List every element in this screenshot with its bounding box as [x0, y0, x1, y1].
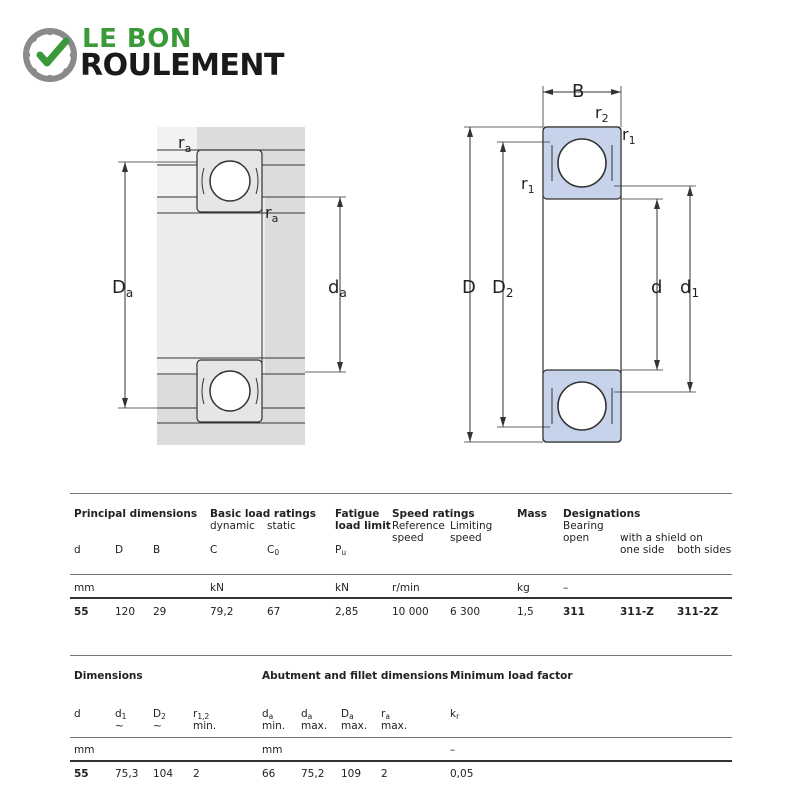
col-D2: $D_2$ — [153, 708, 166, 721]
subheader-one-side: one side — [620, 544, 665, 556]
label-B: B — [572, 81, 585, 102]
col-Da-max-qual: max. — [341, 720, 368, 732]
col-ra-max-qual: max. — [381, 720, 408, 732]
unit-dash: – — [450, 744, 456, 756]
cell-designation-one-side: 311-Z — [620, 606, 654, 618]
col-da-min-qual: min. — [262, 720, 286, 732]
cell-kr: 0,05 — [450, 768, 474, 780]
label-d: d — [651, 277, 663, 298]
col-kr: $k_r$ — [450, 708, 460, 721]
cell-Pu: 2,85 — [335, 606, 359, 618]
col-d: d — [74, 708, 81, 720]
label-r1-top: $r_1$ — [622, 125, 636, 147]
logo-text-line2: ROULEMENT — [80, 48, 284, 83]
unit-mm-abutment: mm — [262, 744, 283, 756]
cell-r12: 2 — [193, 768, 200, 780]
cell-D2: 104 — [153, 768, 174, 780]
label-D: D — [462, 277, 476, 298]
unit-dash: – — [563, 582, 569, 594]
mounting-cross-section — [118, 127, 346, 445]
col-Pu: $P_u$ — [335, 544, 347, 557]
cell-d: 55 — [74, 606, 89, 618]
unit-kg: kg — [517, 582, 530, 594]
cell-d: 55 — [74, 768, 89, 780]
col-B: B — [153, 544, 161, 556]
label-da: $d_a$ — [328, 277, 347, 300]
divider — [70, 597, 732, 599]
header-fatigue-2: load limit — [335, 520, 391, 532]
cell-C: 79,2 — [210, 606, 234, 618]
label-r2: $r_2$ — [595, 103, 609, 125]
col-da-max-qual: max. — [301, 720, 328, 732]
subheader-dynamic: dynamic — [210, 520, 255, 532]
header-designations: Designations — [563, 508, 641, 520]
label-Da: $D_a$ — [112, 277, 134, 300]
col-d1: $d_1$ — [115, 708, 127, 721]
divider — [70, 655, 732, 656]
col-C0: $C_0$ — [267, 544, 280, 557]
cell-limiting-speed: 6 300 — [450, 606, 481, 618]
subheader-both-sides: both sides — [677, 544, 732, 556]
unit-kN-load: kN — [210, 582, 224, 594]
header-principal-dimensions: Principal dimensions — [74, 508, 198, 520]
divider — [70, 574, 732, 575]
col-ra-max: $r_a$ — [381, 708, 390, 721]
cell-ra-max: 2 — [381, 768, 388, 780]
col-d1-approx: ~ — [115, 720, 124, 732]
col-D: D — [115, 544, 124, 556]
header-dimensions: Dimensions — [74, 670, 143, 682]
col-Da-max: $D_a$ — [341, 708, 354, 721]
col-d: d — [74, 544, 81, 556]
cell-mass: 1,5 — [517, 606, 534, 618]
col-r12: $r_{1,2}$ — [193, 708, 210, 721]
subheader-reference-2: speed — [392, 532, 424, 544]
subheader-limiting-2: speed — [450, 532, 482, 544]
col-da-min: $d_a$ — [262, 708, 274, 721]
cell-designation-both-sides: 311-2Z — [677, 606, 719, 618]
header-basic-load-ratings: Basic load ratings — [210, 508, 317, 520]
unit-mm-dimensions: mm — [74, 744, 95, 756]
cell-C0: 67 — [267, 606, 281, 618]
col-r12-min: min. — [193, 720, 217, 732]
bearing-cross-section — [464, 86, 696, 442]
unit-mm: mm — [74, 582, 95, 594]
label-ra-top: $r_a$ — [178, 133, 192, 155]
label-d1: $d_1$ — [680, 277, 700, 300]
header-speed-ratings: Speed ratings — [392, 508, 475, 520]
label-r1-left: $r_1$ — [521, 174, 535, 196]
cell-B: 29 — [153, 606, 167, 618]
col-D2-approx: ~ — [153, 720, 162, 732]
label-D2: $D_2$ — [492, 277, 514, 300]
cell-da-max: 75,2 — [301, 768, 325, 780]
logo-gear-check-icon — [22, 27, 78, 83]
col-da-max: $d_a$ — [301, 708, 313, 721]
unit-rmin: r/min — [392, 582, 420, 594]
header-fatigue-1: Fatigue — [335, 508, 380, 520]
divider — [70, 493, 732, 494]
logo-text-line1: LE BON — [82, 24, 193, 54]
header-mass: Mass — [517, 508, 548, 520]
subheader-limiting-1: Limiting — [450, 520, 493, 532]
cell-reference-speed: 10 000 — [392, 606, 429, 618]
subheader-reference-1: Reference — [392, 520, 445, 532]
divider — [70, 760, 732, 762]
subheader-shield: with a shield on — [620, 532, 703, 544]
cell-da-min: 66 — [262, 768, 276, 780]
subheader-bearing-1: Bearing — [563, 520, 604, 532]
subheader-static: static — [267, 520, 296, 532]
cell-d1: 75,3 — [115, 768, 139, 780]
header-min-load-factor: Minimum load factor — [450, 670, 573, 682]
label-ra-mid: $r_a$ — [265, 203, 279, 225]
cell-designation-open: 311 — [563, 606, 585, 618]
divider — [70, 737, 732, 738]
subheader-bearing-2: open — [563, 532, 590, 544]
col-C: C — [210, 544, 218, 556]
unit-kN-fatigue: kN — [335, 582, 349, 594]
cell-D: 120 — [115, 606, 136, 618]
bearing-technical-drawing — [0, 81, 800, 460]
header-abutment: Abutment and fillet dimensions — [262, 670, 449, 682]
cell-Da-max: 109 — [341, 768, 362, 780]
